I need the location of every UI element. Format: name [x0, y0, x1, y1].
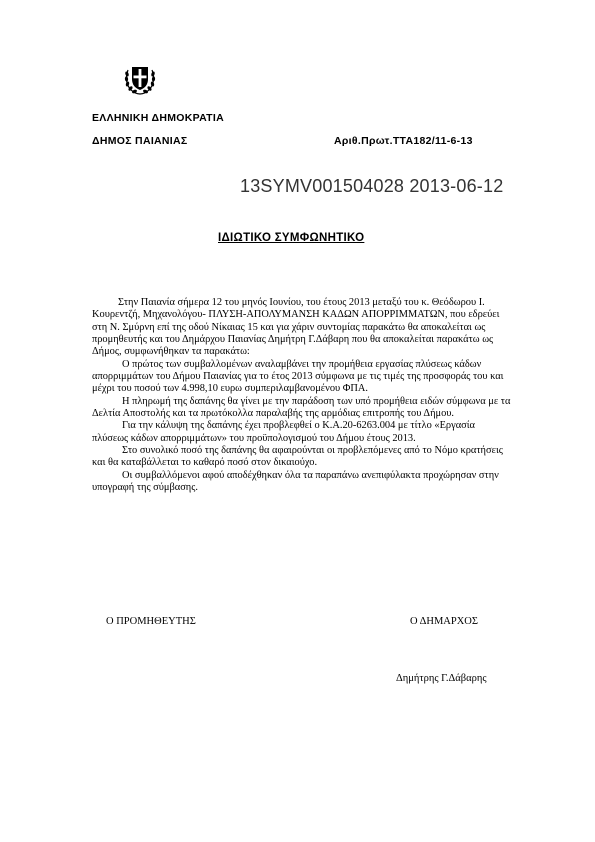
- body-paragraph: Οι συμβαλλόμενοι αφού αποδέχθηκαν όλα τα παραπάνω ανεπιφύλακτα προχώρησαν στην υπογραφή της σύμβασης.: [92, 469, 499, 494]
- republic-heading: ΕΛΛΗΝΙΚΗ ΔΗΜΟΚΡΑΤΙΑ: [92, 112, 224, 124]
- body-paragraph: Η πληρωμή της δαπάνης θα γίνει με την παράδοση των υπό προμήθεια ειδών σύμφωνα με τα Δελτία Αποστολής και τα πρωτόκολλα παραλαβής της αρμόδιας επιτροπής του Δήμου.: [92, 395, 511, 420]
- protocol-number: Αριθ.Πρωτ.ΤΤΑ182/11-6-13: [334, 135, 473, 147]
- greek-coat-of-arms-icon: [122, 62, 158, 96]
- document-title: ΙΔΙΩΤΙΚΟ ΣΥΜΦΩΝΗΤΙΚΟ: [218, 232, 365, 244]
- document-body: [92, 297, 512, 495]
- municipality-heading: ΔΗΜΟΣ ΠΑΙΑΝΙΑΣ: [92, 135, 188, 147]
- mayor-signature-label: Ο ΔΗΜΑΡΧΟΣ: [410, 616, 478, 627]
- body-paragraph: Στο συνολικό ποσό της δαπάνης θα αφαιρούνται οι προβλεπόμενες από το Νόμο κρατήσεις και θα καταβάλλεται το καθαρό ποσό στον δικαιούχο.: [92, 445, 503, 469]
- body-paragraph: Στην Παιανία σήμερα 12 του μηνός Ιουνίου, του έτους 2013 μεταξύ του κ. Θεόδωρου Ι. Κουρεντζή, Μηχανολόγου- ΠΛΥΣΗ-ΑΠΟΛΥΜΑΝΣΗ ΚΑΔΩΝ ΑΠΟΡΡΙΜΜΑΤΩΝ, που εδρεύει στη Ν. Σμύρνη επί της οδού Νίκαιας 15 και για χάριν συντομίας παρακάτω θα αποκαλείται ως προμηθευτής και του Δημάρχου Παιανίας Δημήτρη Γ.Δάβαρη που θα αποκαλείται παρακάτω ως Δήμος, συμφωνήθηκαν τα παρακάτω:: [92, 297, 500, 358]
- supplier-signature-label: Ο ΠΡΟΜΗΘΕΥΤΗΣ: [106, 616, 196, 627]
- document-id: 13SYMV001504028 2013-06-12: [240, 176, 504, 196]
- body-paragraph: Ο πρώτος των συμβαλλομένων αναλαμβάνει την προμήθεια εργασίας πλύσεως κάδων απορριμμάτων του Δήμου Παιανίας για το έτος 2013 σύμφωνα με τις τιμές της προσφοράς του και μέχρι του ποσού των 4.998,10 ευρω συμπεριλαμβανομένου ΦΠΑ.: [92, 358, 504, 395]
- body-paragraph: Για την κάλυψη της δαπάνης έχει προβλεφθεί ο Κ.Α.20-6263.004 με τίτλο «Εργασία πλύσεως κάδων απορριμμάτων» του προϋπολογισμού του Δήμου έτους 2013.: [92, 420, 475, 444]
- mayor-name: Δημήτρης Γ.Δάβαρης: [396, 673, 487, 684]
